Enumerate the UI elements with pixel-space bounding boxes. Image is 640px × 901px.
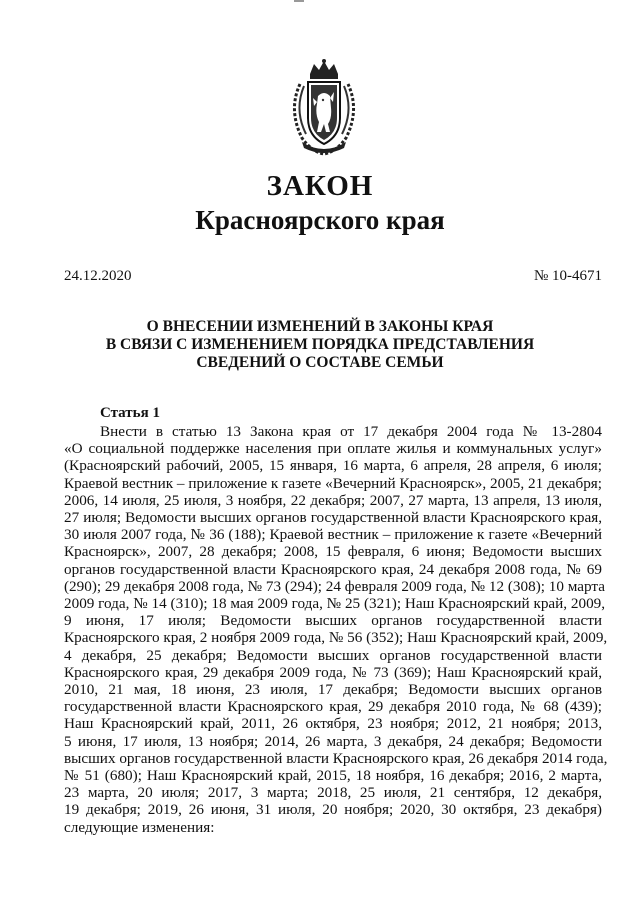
body-line: (290); 29 декабря 2008 года, № 73 (294); 24 февраля 2009 года, № 12 (308); 10 марта — [64, 577, 605, 595]
heading-line: СВЕДЕНИЙ О СОСТАВЕ СЕМЬИ — [196, 354, 444, 371]
body-line: 27 июля; Ведомости высших органов государственной власти Красноярского края, — [64, 509, 602, 527]
body-line: (Красноярский рабочий, 2005, 15 января, 16 марта, 6 апреля, 28 апреля, 6 июля; — [64, 457, 602, 475]
law-date: 24.12.2020 — [64, 268, 132, 284]
body-line: высших органов государственной власти Красноярского края, 26 декабря 2014 года, — [64, 749, 608, 767]
body-line: Наш Красноярский край, 2011, 26 октября, 23 ноября; 2012, 21 ноября; 2013, — [64, 715, 602, 733]
body-line: «О социальной поддержке населения при оплате жилья и коммунальных услуг» — [64, 440, 602, 458]
body-line: № 51 (680); Наш Красноярский край, 2015, 18 ноября, 16 декабря; 2016, 2 марта, — [64, 767, 602, 785]
body-line: 4 декабря, 25 декабря; Ведомости высших органов государственной власти — [64, 646, 602, 664]
body-line: 9 июня, 17 июля; Ведомости высших органов государственной власти — [64, 612, 602, 630]
body-line: Внести в статью 13 Закона края от 17 декабря 2004 года № 13-2804 — [100, 423, 602, 440]
coat-of-arms-icon — [286, 58, 362, 156]
body-line: 19 декабря; 2019, 26 июня, 31 июля, 20 ноября; 2020, 30 октября, 23 декабря) — [64, 801, 602, 819]
body-line: 2010, 21 мая, 18 июня, 23 июля, 17 декабря; Ведомости высших органов — [64, 681, 602, 699]
body-line: 23 марта, 20 июля; 2017, 3 марта; 2018, 25 июля, 21 сентября, 12 декабря, — [64, 784, 602, 802]
body-line: Красноярск», 2007, 28 декабря; 2008, 15 февраля, 6 июня; Ведомости высших — [64, 543, 602, 561]
body-line: 5 июня, 17 июля, 13 ноября; 2014, 26 марта, 3 декабря, 24 декабря; Ведомости — [64, 732, 602, 750]
law-subtitle: Красноярского края — [195, 205, 445, 235]
law-heading — [0, 318, 640, 372]
law-title: ЗАКОН — [266, 170, 374, 202]
body-line: государственной власти Красноярского края, 29 декабря 2010 года, № 68 (439); — [64, 698, 602, 716]
body-line: Красноярского края, 2 ноября 2009 года, № 56 (352); Наш Красноярский край, 2009, — [64, 629, 608, 647]
scan-mark — [294, 0, 304, 2]
body-line: следующие изменения: — [64, 818, 215, 836]
heading-line: О ВНЕСЕНИИ ИЗМЕНЕНИЙ В ЗАКОНЫ КРАЯ — [146, 318, 494, 335]
body-line: 2009 года, № 14 (310); 18 мая 2009 года, № 25 (321); Наш Красноярский край, 2009, — [64, 595, 606, 613]
law-meta — [64, 268, 602, 285]
body-line: 2006, 14 июля, 25 июля, 3 ноября, 22 декабря; 2007, 27 марта, 13 апреля, 13 июля, — [64, 491, 602, 509]
law-number: № 10-4671 — [533, 268, 602, 284]
body-line: 30 июля 2007 года, № 36 (188); Краевой вестник – приложение к газете «Вечерний — [64, 526, 602, 544]
heading-line: В СВЯЗИ С ИЗМЕНЕНИЕМ ПОРЯДКА ПРЕДСТАВЛЕНИЯ — [105, 336, 535, 353]
body-line: Красноярского края, 29 декабря 2009 года, № 73 (369); Наш Красноярский край, — [64, 663, 602, 681]
body-line: органов государственной власти Красноярского края, 24 декабря 2008 года, № 69 — [64, 560, 602, 578]
body-line: Краевой вестник – приложение к газете «Вечерний Красноярск», 2005, 21 декабря; — [64, 474, 602, 492]
article-body — [64, 423, 608, 836]
article-title: Статья 1 — [100, 405, 160, 421]
